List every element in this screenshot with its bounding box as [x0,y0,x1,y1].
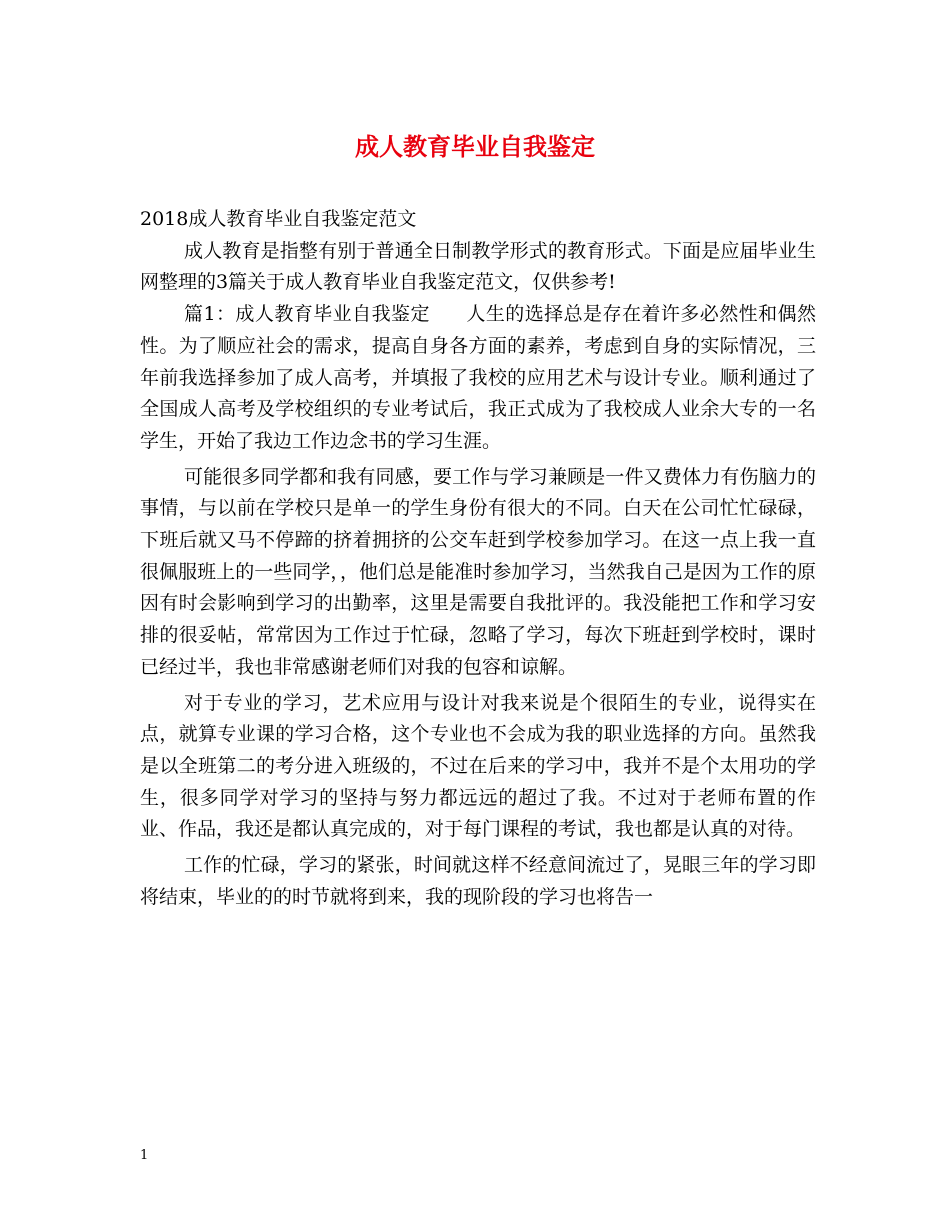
paragraph-2: 可能很多同学都和我有同感，要工作与学习兼顾是一件又费体力有伤脑力的事情，与以前在学校只是单一的学生身份有很大的不同。白天在公司忙忙碌碌，下班后就又马不停蹄的挤着拥挤的公交车赶到学校参加学习。在这一点上我一直很佩服班上的一些同学，，他们总是能准时参加学习，当然我自己是因为工作的原因有时会影响到学习的出勤率，这里是需要自我批评的。我没能把工作和学习安排的很妥帖，常常因为工作过于忙碌，忽略了学习，每次下班赶到学校时，课时已经过半，我也非常感谢老师们对我的包容和谅解。 [140,465,816,678]
section-heading: 篇1：成人教育毕业自我鉴定 [184,303,430,326]
paragraph-1-text: 人生的选择总是存在着许多必然性和偶然性。为了顺应社会的需求，提高自身各方面的素养，考虑到自身的实际情况，三年前我选择参加了成人高考，并填报了我校的应用艺术与设计专业。顺利通过了全国成人高考及学校组织的专业考试后，我正式成为了我校成人业余大专的一名学生，开始了我边工作边念书的学习生涯。 [140,303,816,452]
document-subtitle: 2018成人教育毕业自我鉴定范文 [140,208,417,230]
section-paragraph-1 [140,299,816,458]
paragraph-3: 对于专业的学习，艺术应用与设计对我来说是个很陌生的专业，说得实在点，就算专业课的学习合格，这个专业也不会成为我的职业选择的方向。虽然我是以全班第二的考分进入班级的，不过在后来的学习中，我并不是个太用功的学生，很多同学对学习的坚持与努力都远远的超过了我。不过对于老师布置的作业、作品，我还是都认真完成的，对于每门课程的考试，我也都是认真的对待。 [140,691,816,841]
intro-paragraph: 成人教育是指整有别于普通全日制教学形式的教育形式。下面是应届毕业生网整理的3篇关于成人教育毕业自我鉴定范文，仅供参考! [140,239,816,294]
document-title: 成人教育毕业自我鉴定 [355,132,595,161]
page-number: 1 [140,1148,149,1163]
paragraph-4: 工作的忙碌，学习的紧张，时间就这样不经意间流过了，晃眼三年的学习即将结束，毕业的的时节就将到来，我的现阶段的学习也将告一 [140,854,816,908]
document-body [140,204,816,913]
